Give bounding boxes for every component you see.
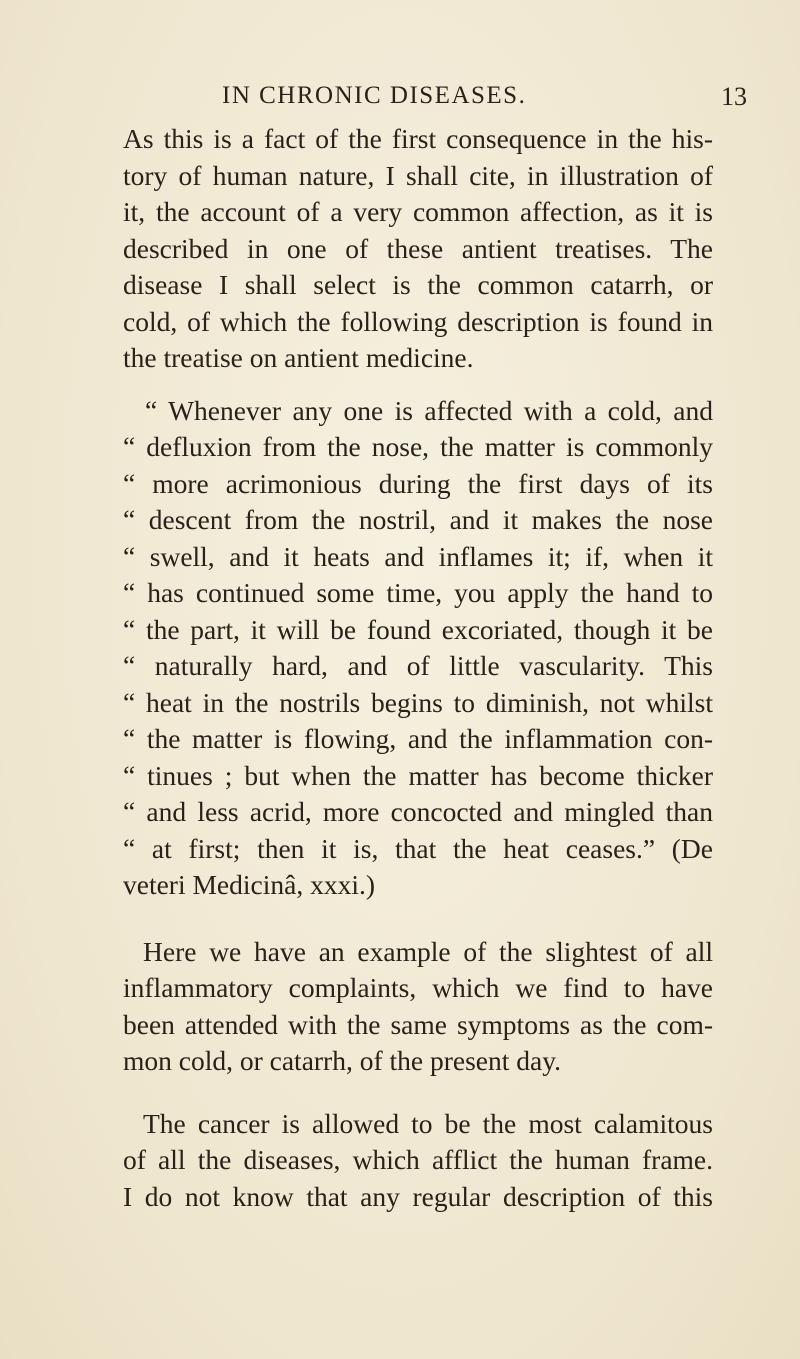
text-line: “ heat in the nostrils begins to diminish, not whilst bbox=[123, 686, 713, 718]
text-line: “ descent from the nostril, and it makes the nose bbox=[123, 504, 713, 535]
text-line: been attended with the same symptoms as the com- bbox=[123, 1008, 713, 1040]
paragraph-quotation bbox=[123, 393, 713, 904]
text-line: The cancer is allowed to be the most calamitous bbox=[143, 1107, 713, 1139]
text-line: of all the diseases, which afflict the human frame. bbox=[123, 1144, 713, 1175]
text-line: mon cold, or catarrh, of the present day. bbox=[123, 1045, 562, 1076]
text-line: described in one of these antient treatises. The bbox=[123, 232, 713, 264]
running-title: IN CHRONIC DISEASES. bbox=[222, 82, 527, 109]
paragraph-4 bbox=[123, 1106, 713, 1216]
paragraph-3 bbox=[123, 934, 713, 1080]
running-head bbox=[0, 82, 800, 122]
text-line: “ defluxion from the nose, the matter is commonly bbox=[123, 431, 713, 462]
text-line: As this is a fact of the first consequence in the his- bbox=[123, 123, 713, 154]
text-line: tory of human nature, I shall cite, in illustration of bbox=[123, 159, 713, 191]
text-line: veteri Medicinâ, xxxi.) bbox=[123, 869, 375, 900]
text-line: I do not know that any regular description of this bbox=[123, 1180, 713, 1212]
text-line: inflammatory complaints, which we find to have bbox=[123, 972, 713, 1003]
body-text bbox=[123, 121, 713, 1215]
text-line: “ at first; then it is, that the heat ceases.” (De bbox=[123, 832, 713, 864]
text-line: “ the part, it will be found excoriated, though it be bbox=[123, 613, 713, 645]
text-line: “ more acrimonious during the first days of its bbox=[123, 467, 713, 499]
text-line: “ naturally hard, and of little vascularity. This bbox=[123, 650, 713, 681]
text-line: “ the matter is flowing, and the inflammation con- bbox=[123, 723, 713, 754]
text-line: it, the account of a very common affection, as it is bbox=[123, 196, 713, 227]
text-line: “ Whenever any one is affected with a cold, and bbox=[145, 394, 713, 426]
text-line: Here we have an example of the slightest of all bbox=[143, 935, 713, 967]
text-line: cold, of which the following description is found in bbox=[123, 305, 713, 337]
text-line: “ has continued some time, you apply the hand to bbox=[123, 577, 713, 608]
page-number: 13 bbox=[721, 82, 747, 111]
text-line: “ tinues ; but when the matter has become thicker bbox=[123, 759, 713, 791]
text-line: the treatise on antient medicine. bbox=[123, 342, 474, 373]
text-line: disease I shall select is the common catarrh, or bbox=[123, 269, 713, 300]
paragraph-1 bbox=[123, 121, 713, 377]
text-line: “ swell, and it heats and inflames it; if, when it bbox=[123, 540, 713, 572]
text-line: “ and less acrid, more concocted and mingled than bbox=[123, 796, 713, 827]
